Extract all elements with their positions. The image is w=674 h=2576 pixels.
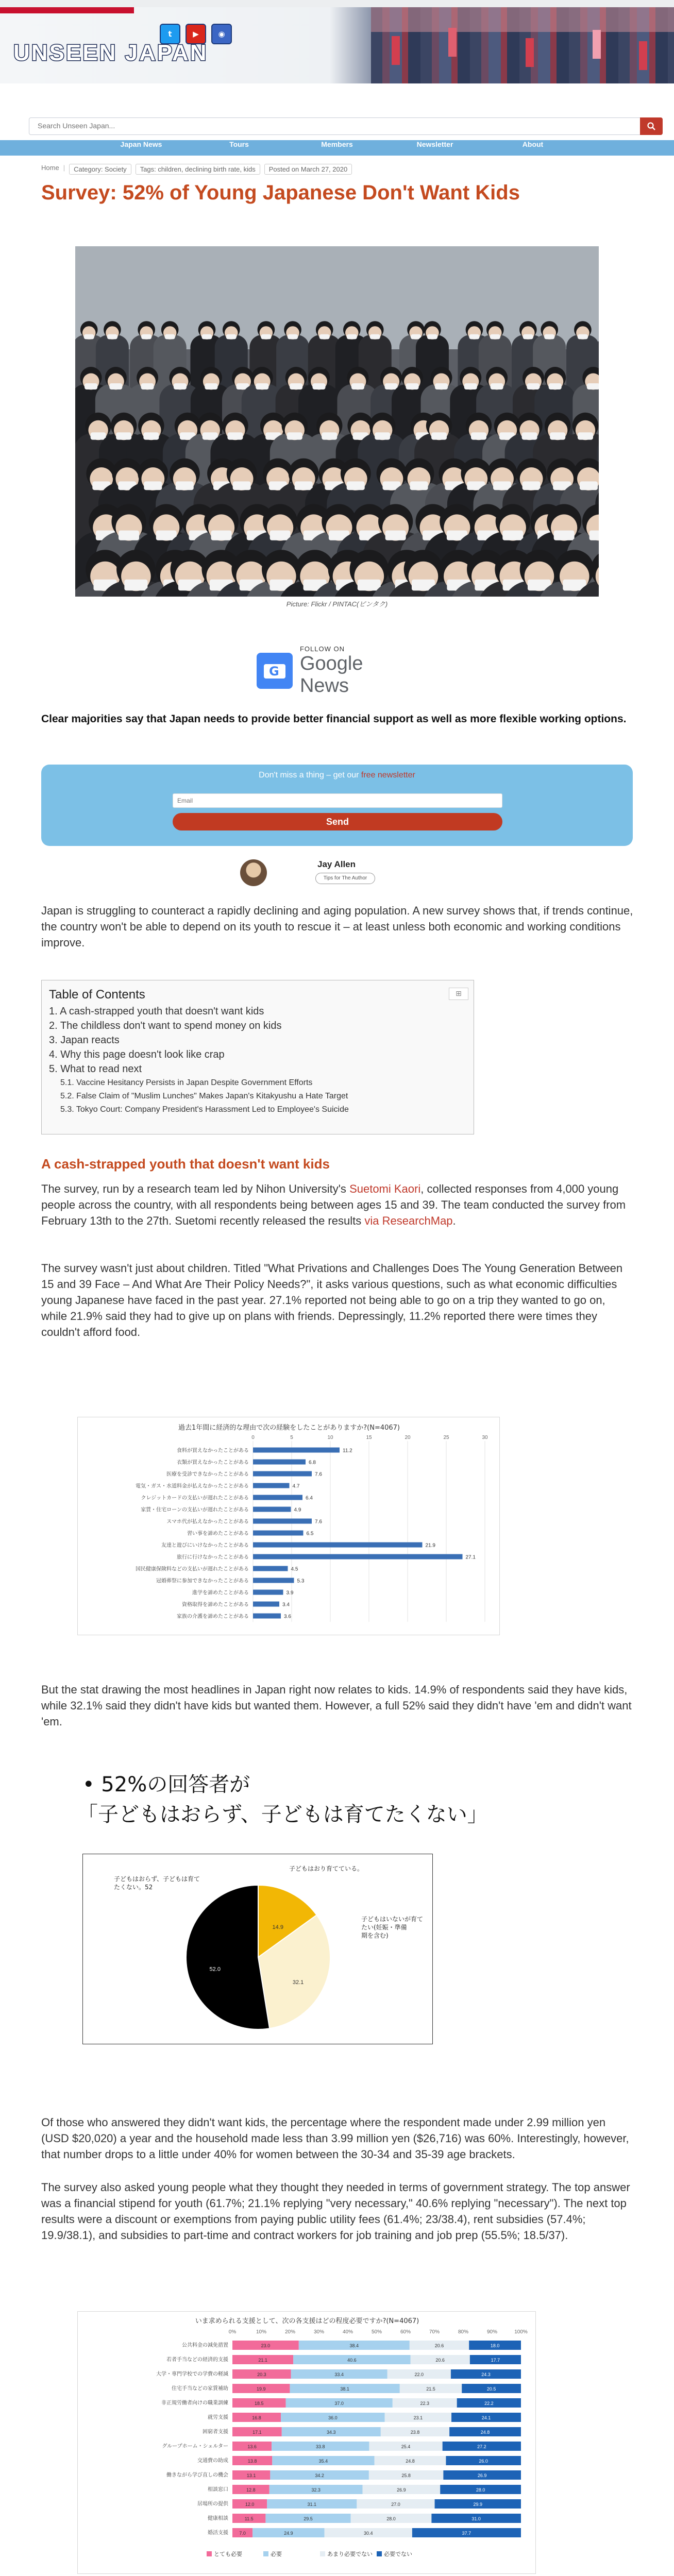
tick-label: 80% bbox=[458, 2329, 469, 2335]
jp-headline-2: 「子どもはおらず、子どもは育てたくない」 bbox=[77, 1803, 488, 1826]
category-label: 住宅手当などの家賃補助 bbox=[172, 2386, 228, 2392]
pie-label: たい(妊娠・準備 bbox=[361, 1924, 407, 1931]
search-input[interactable] bbox=[38, 122, 604, 130]
author-name[interactable]: Jay Allen bbox=[317, 859, 356, 869]
category-label: 就労支援 bbox=[208, 2415, 228, 2420]
data-label: 11.2 bbox=[343, 1448, 352, 1454]
data-label: 7.6 bbox=[315, 1471, 322, 1478]
data-label: 23.1 bbox=[413, 2415, 423, 2420]
data-label: 23.0 bbox=[261, 2343, 271, 2348]
google-news-label: Google News bbox=[299, 652, 363, 697]
section-heading: A cash-strapped youth that doesn't want kids bbox=[41, 1156, 330, 1172]
data-label: 34.3 bbox=[327, 2430, 336, 2435]
tick-label: 10% bbox=[256, 2329, 267, 2335]
data-label: 18.0 bbox=[490, 2343, 500, 2348]
data-label: 28.0 bbox=[386, 2516, 396, 2521]
data-label: 20.6 bbox=[435, 2358, 445, 2363]
pie-label: 子どもはいないが育て bbox=[361, 1916, 424, 1923]
tip-author-button[interactable]: Tips for The Author bbox=[315, 873, 375, 884]
category-label: 国民健康保険料などの支払いが遅れたことがある bbox=[136, 1566, 249, 1572]
data-label: 21.1 bbox=[258, 2358, 267, 2363]
follow-on-label: FOLLOW ON bbox=[299, 645, 345, 653]
breadcrumb-home[interactable]: Home bbox=[41, 164, 59, 172]
bar bbox=[253, 1471, 312, 1477]
category-label: 若者手当などの経済的支援 bbox=[166, 2357, 228, 2363]
category-label: 大学・専門学校での学費の軽減 bbox=[156, 2371, 228, 2377]
tick-label: 30% bbox=[313, 2329, 325, 2335]
paragraph-privations: The survey wasn't just about children. Titled "What Privations and Challenges Does The Young Generation Between 15 and 39 Face – And What Are Their Policy Needs?", it asks various questions, such as what economic difficulties young Japanese have faced in the past year. 27.1% reported not being able to go on a trip they wanted to go on, while 21.9% said they had to give up on plans with friends. Depressingly, 11.2% reported there were times they couldn't afford food. bbox=[41, 1262, 623, 1338]
nav-about[interactable]: About bbox=[522, 140, 544, 148]
toc-item[interactable]: 3. Japan reacts bbox=[49, 1035, 120, 1046]
data-label: 27.0 bbox=[391, 2502, 400, 2507]
tick-label: 20 bbox=[405, 1435, 411, 1440]
main-nav bbox=[0, 140, 674, 156]
tick-label: 100% bbox=[514, 2329, 528, 2335]
nav-japan-news[interactable]: Japan News bbox=[120, 140, 162, 148]
data-label: 18.5 bbox=[255, 2401, 264, 2406]
data-label: 38.4 bbox=[349, 2343, 359, 2348]
pie-value: 32.1 bbox=[292, 1979, 304, 1986]
data-label: 16.8 bbox=[252, 2415, 261, 2420]
category-label: 健康相談 bbox=[208, 2516, 228, 2521]
data-label: 6.8 bbox=[309, 1460, 316, 1466]
data-label: 33.8 bbox=[316, 2444, 325, 2449]
data-label: 11.5 bbox=[244, 2516, 254, 2521]
data-label: 35.4 bbox=[318, 2459, 328, 2464]
category-label: 非正規労働者向けの職業訓練 bbox=[161, 2400, 228, 2406]
data-label: 22.2 bbox=[484, 2401, 494, 2406]
data-label: 4.7 bbox=[292, 1483, 300, 1489]
category-label: 友達と遊びにいけなかったことがある bbox=[161, 1543, 249, 1549]
data-label: 24.9 bbox=[284, 2531, 293, 2536]
data-label: 27.1 bbox=[465, 1554, 476, 1561]
toc-item[interactable]: 2. The childless don't want to spend money on kids bbox=[49, 1020, 282, 1031]
data-label: 21.9 bbox=[425, 1543, 435, 1549]
hardship-chart-svg bbox=[78, 1417, 500, 1636]
author-box bbox=[240, 859, 446, 891]
chart-title: いま求められる支援として、次の各支援はどの程度必要ですか?(N=4067) bbox=[195, 2317, 419, 2325]
data-label: 28.0 bbox=[476, 2487, 485, 2493]
bar bbox=[253, 1507, 291, 1512]
data-label: 26.9 bbox=[477, 2473, 487, 2478]
bar bbox=[253, 1460, 306, 1465]
bar bbox=[253, 1448, 340, 1453]
category-label: 相談窓口 bbox=[208, 2487, 228, 2493]
data-label: 20.6 bbox=[434, 2343, 444, 2348]
toc-subitem[interactable]: 5.1. Vaccine Hesitancy Persists in Japan Despite Government Efforts bbox=[60, 1078, 313, 1087]
crowd-photo-art bbox=[75, 246, 599, 597]
nav-newsletter[interactable]: Newsletter bbox=[416, 140, 453, 148]
legend-label: あまり必要でない bbox=[327, 2551, 373, 2557]
data-label: 21.5 bbox=[426, 2386, 435, 2392]
tick-label: 40% bbox=[342, 2329, 353, 2335]
category-label: 家族の介護を諦めたことがある bbox=[177, 1614, 249, 1620]
data-label: 17.1 bbox=[252, 2430, 262, 2435]
chart-kids-pie bbox=[82, 1854, 433, 2044]
data-label: 29.9 bbox=[473, 2502, 483, 2507]
bar bbox=[253, 1602, 279, 1607]
category-label: スマホ代が払えなかったことがある bbox=[166, 1519, 249, 1525]
legend-label: 必要でない bbox=[384, 2551, 412, 2557]
jp-headline-1: • 52%の回答者が bbox=[82, 1773, 250, 1797]
newsletter-box bbox=[41, 765, 633, 846]
toc-subitem[interactable]: 5.3. Tokyo Court: Company President's Harassment Led to Employee's Suicide bbox=[60, 1105, 349, 1114]
category-label: 家賃・住宅ローンの支払いが遅れたことがある bbox=[141, 1507, 249, 1513]
kids-pie-svg bbox=[83, 1854, 433, 2045]
tick-label: 60% bbox=[400, 2329, 411, 2335]
nav-members[interactable]: Members bbox=[321, 140, 353, 148]
tick-label: 0% bbox=[228, 2329, 237, 2335]
category-label: グループホーム・シェルター bbox=[162, 2444, 228, 2449]
tick-label: 70% bbox=[429, 2329, 440, 2335]
data-label: 26.9 bbox=[397, 2487, 406, 2493]
data-label: 26.0 bbox=[479, 2459, 488, 2464]
bar bbox=[253, 1531, 304, 1536]
category-label: 婚活支援 bbox=[208, 2530, 228, 2536]
breadcrumb-tags[interactable]: Tags: children, declining birth rate, kids bbox=[136, 164, 260, 175]
legend-label: 必要 bbox=[271, 2551, 282, 2557]
chart-economic-hardship bbox=[77, 1417, 500, 1635]
tick-label: 0 bbox=[251, 1435, 255, 1440]
pie-value: 14.9 bbox=[272, 1924, 283, 1931]
data-label: 29.5 bbox=[304, 2516, 313, 2521]
data-label: 25.8 bbox=[401, 2473, 411, 2478]
suetomi-link[interactable]: Suetomi Kaori bbox=[349, 1182, 421, 1195]
category-label: 居場所の提供 bbox=[197, 2501, 228, 2507]
youtube-icon[interactable]: ▶ bbox=[186, 24, 206, 44]
chart-title: 過去1年間に経済的な理由で次の経験をしたことがありますか?(N=4067) bbox=[178, 1424, 400, 1432]
data-label: 25.4 bbox=[401, 2444, 411, 2449]
data-label: 13.6 bbox=[247, 2444, 257, 2449]
bar bbox=[253, 1590, 283, 1595]
category-label: 電気・ガス・水道料金が払えなかったことがある bbox=[136, 1483, 249, 1489]
search-bar bbox=[29, 117, 663, 135]
data-label: 20.3 bbox=[257, 2372, 266, 2377]
category-label: 交通費の助成 bbox=[197, 2458, 228, 2464]
hero-image bbox=[75, 246, 599, 597]
pie-label: たくない。52 bbox=[114, 1884, 153, 1891]
toc-item[interactable]: 1. A cash-strapped youth that doesn't want kids bbox=[49, 1006, 264, 1017]
category-label: 働きながら学び直しの機会 bbox=[166, 2472, 228, 2478]
article-lead: Clear majorities say that Japan needs to provide better financial support as well as more flexible working options. bbox=[41, 713, 627, 725]
data-label: 4.9 bbox=[294, 1507, 301, 1513]
tick-label: 20% bbox=[284, 2329, 296, 2335]
data-label: 4.5 bbox=[291, 1566, 298, 1572]
category-label: 食料が買えなかったことがある bbox=[177, 1448, 249, 1454]
data-label: 13.8 bbox=[247, 2459, 257, 2464]
data-label: 22.0 bbox=[414, 2372, 424, 2377]
category-label: 医療を受診できなかったことがある bbox=[166, 1471, 249, 1478]
data-label: 33.4 bbox=[334, 2372, 344, 2377]
legend-label: とても必要 bbox=[214, 2551, 242, 2557]
avatar[interactable] bbox=[240, 859, 267, 886]
bar bbox=[253, 1543, 423, 1548]
bar bbox=[253, 1566, 288, 1571]
data-label: 37.7 bbox=[462, 2531, 471, 2536]
search-icon bbox=[647, 122, 656, 131]
toc-item[interactable]: 5. What to read next bbox=[49, 1063, 142, 1075]
header-accent-bar bbox=[0, 7, 134, 13]
tick-label: 90% bbox=[486, 2329, 498, 2335]
category-label: 資格取得を諦めたことがある bbox=[182, 1602, 249, 1608]
bar bbox=[253, 1554, 463, 1560]
data-label: 3.4 bbox=[282, 1602, 290, 1608]
toc-subitem[interactable]: 5.2. False Claim of "Muslim Lunches" Makes Japan's Kitakyushu a Hate Target bbox=[60, 1092, 348, 1100]
legend-swatch bbox=[207, 2551, 212, 2556]
article-title: Survey: 52% of Young Japanese Don't Want Kids bbox=[41, 181, 520, 204]
tick-label: 30 bbox=[482, 1435, 488, 1440]
data-label: 24.8 bbox=[406, 2459, 415, 2464]
tick-label: 50% bbox=[371, 2329, 382, 2335]
data-label: 23.8 bbox=[410, 2430, 420, 2435]
data-label: 24.3 bbox=[481, 2372, 491, 2377]
tick-label: 5 bbox=[290, 1435, 293, 1440]
legend-swatch bbox=[320, 2551, 325, 2556]
data-label: 6.5 bbox=[306, 1531, 314, 1537]
table-of-contents bbox=[41, 980, 474, 1134]
data-label: 40.6 bbox=[347, 2358, 357, 2363]
paragraph-kids-stat: But the stat drawing the most headlines in Japan right now relates to kids. 14.9% of respondents said they have kids, while 32.1% said they didn't have kids but wanted them. However, a full 52% said they didn't have 'em and didn't want 'em. bbox=[41, 1683, 632, 1728]
pie-label: 期を含む) bbox=[361, 1932, 389, 1939]
category-label: 公共料金の減免措置 bbox=[182, 2343, 228, 2348]
data-label: 12.0 bbox=[245, 2502, 255, 2507]
data-label: 13.1 bbox=[246, 2473, 256, 2478]
category-label: 進学を諦めたことがある bbox=[192, 1590, 249, 1596]
data-label: 22.3 bbox=[420, 2401, 430, 2406]
data-label: 36.0 bbox=[328, 2415, 338, 2420]
breadcrumb: Home | Category: Society Tags: children, declining birth rate, kids Posted on March 27, 2020 bbox=[41, 164, 352, 175]
legend-swatch bbox=[377, 2551, 382, 2556]
paragraph-income: Of those who answered they didn't want kids, the percentage where the respondent made under 2.99 million yen (USD $20,020) a year and the household made less than 3.99 million yen ($26,716) was 60%. Interestingly, however, that number drops to a little under 40% for women between the 30-34 and 35-39 age brackets. bbox=[41, 2116, 629, 2161]
tick-label: 10 bbox=[327, 1435, 333, 1440]
bar bbox=[253, 1483, 290, 1488]
researchmap-link[interactable]: via ResearchMap bbox=[364, 1214, 453, 1227]
data-label: 7.6 bbox=[315, 1519, 322, 1525]
data-label: 6.4 bbox=[306, 1495, 313, 1501]
paragraph-strategy: The survey also asked young people what they thought they needed in terms of government strategy. The top answer was a financial stipend for youth (61.7%; 21.1% replying "very necessary," 40.6% replying "necessary"). The next top results were a discount or exemptions from paying public utility fees (61.4%; 23/38.4), rent subsidies (57.4%; 19.9/38.1), and subsidies to part-time and contract workers for job training and job prep (55.5%; 18.5/37). bbox=[41, 2181, 630, 2242]
data-label: 31.1 bbox=[307, 2502, 317, 2507]
top-strip bbox=[0, 0, 674, 7]
tick-label: 25 bbox=[443, 1435, 449, 1440]
chart-support-needs bbox=[77, 2311, 536, 2574]
twitter-icon[interactable]: t bbox=[160, 24, 180, 44]
nav-tours[interactable]: Tours bbox=[229, 140, 249, 148]
toc-item[interactable]: 4. Why this page doesn't look like crap bbox=[49, 1049, 225, 1060]
data-label: 32.3 bbox=[311, 2487, 321, 2493]
data-label: 3.6 bbox=[284, 1614, 291, 1620]
bar bbox=[253, 1495, 302, 1500]
data-label: 30.4 bbox=[363, 2531, 373, 2536]
data-label: 34.2 bbox=[315, 2473, 324, 2478]
data-label: 31.0 bbox=[471, 2516, 481, 2521]
instagram-icon[interactable]: ◉ bbox=[211, 24, 232, 44]
legend-swatch bbox=[263, 2551, 268, 2556]
category-label: 衣類が買えなかったことがある bbox=[177, 1460, 249, 1466]
toc-title: Table of Contents bbox=[49, 988, 145, 1002]
paragraph-survey: The survey, run by a research team led by Nihon University's Suetomi Kaori, collected responses from 4,000 young people across the country, with all respondents being between ages 15 and 39. The team conducted the survey from February 13th to the 27th. Suetomi recently released the results via ResearchMap. bbox=[41, 1182, 626, 1227]
bar bbox=[253, 1578, 294, 1583]
search-button[interactable] bbox=[640, 117, 663, 135]
category-label: 冠婚葬祭に参加できなかったことがある bbox=[156, 1578, 249, 1584]
email-field[interactable] bbox=[173, 793, 502, 808]
category-label: 習い事を諦めたことがある bbox=[187, 1531, 249, 1537]
header-city-art bbox=[371, 7, 674, 83]
breadcrumb-date: Posted on March 27, 2020 bbox=[264, 164, 352, 175]
data-label: 7.0 bbox=[239, 2531, 246, 2536]
toc-toggle[interactable]: ⊞ bbox=[449, 988, 468, 1000]
site-logo[interactable]: UNSEEN JAPAN bbox=[13, 40, 208, 65]
bar bbox=[253, 1614, 281, 1619]
pie-slice bbox=[186, 1885, 269, 2029]
newsletter-link[interactable]: free newsletter bbox=[361, 771, 415, 779]
category-label: 困窮者支援 bbox=[203, 2429, 228, 2435]
pie-label: 子どもはおらず、子どもは育て bbox=[114, 1875, 200, 1883]
newsletter-prompt: Don't miss a thing – get our free newsletter bbox=[259, 771, 415, 779]
intro-paragraph: Japan is struggling to counteract a rapidly declining and aging population. A new survey shows that, if trends continue, the country won't be able to depend on its youth to rescue it – at least unless both economic and working conditions improve. bbox=[41, 904, 633, 949]
support-chart-svg bbox=[78, 2312, 536, 2574]
tick-label: 15 bbox=[366, 1435, 372, 1440]
pie-value: 52.0 bbox=[209, 1966, 221, 1973]
image-caption: Picture: Flickr / PINTAC(ピンタク) bbox=[286, 600, 388, 608]
site-header bbox=[0, 7, 674, 83]
google-news-follow[interactable] bbox=[257, 645, 417, 697]
category-label: クレジットカードの支払いが遅れたことがある bbox=[141, 1495, 249, 1501]
data-label: 5.3 bbox=[297, 1578, 305, 1584]
data-label: 12.8 bbox=[246, 2487, 256, 2493]
google-news-icon bbox=[257, 653, 293, 689]
data-label: 38.1 bbox=[340, 2386, 349, 2392]
bar bbox=[253, 1519, 312, 1524]
send-button[interactable]: Send bbox=[173, 813, 502, 831]
data-label: 17.7 bbox=[491, 2358, 500, 2363]
breadcrumb-category[interactable]: Category: Society bbox=[69, 164, 131, 175]
category-label: 旅行に行けなかったことがある bbox=[177, 1554, 249, 1561]
data-label: 24.1 bbox=[481, 2415, 491, 2420]
data-label: 24.8 bbox=[480, 2430, 490, 2435]
data-label: 19.9 bbox=[256, 2386, 266, 2392]
data-label: 3.9 bbox=[286, 1590, 294, 1596]
pie-label: 子どもはおり育てている。 bbox=[289, 1865, 364, 1872]
data-label: 20.5 bbox=[486, 2386, 496, 2392]
data-label: 37.0 bbox=[334, 2401, 344, 2406]
data-label: 27.2 bbox=[477, 2444, 486, 2449]
